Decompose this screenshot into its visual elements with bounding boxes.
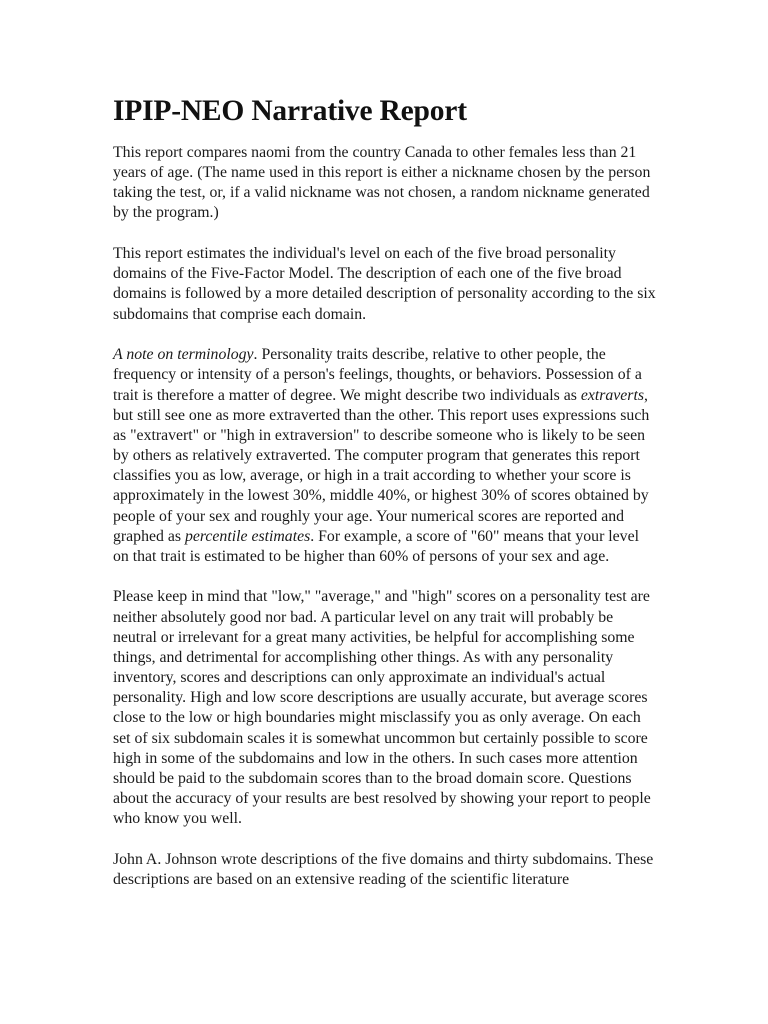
extraverts-term: extraverts [580, 386, 644, 404]
scores-caveat-paragraph: Please keep in mind that "low," "average," and "high" scores on a personality test are neither absolutely good nor bad. A particular level on any trait will probably be neutral or irrelevant for a great many activities, be helpful for accomplishing some things, and detrimental for accomplishing other things. As with any personality inventory, scores and descriptions can only approximate an individual's actual personality. High and low score descriptions are usually accurate, but average scores close to the low or high boundaries might misclassify you as only average. On each set of six subdomain scales it is somewhat uncommon but certainly possible to score high in some of the subdomains and low in the others. In such cases more attention should be paid to the subdomain scores than to the broad domain score. Questions about the accuracy of your results are best resolved by showing your report to people who know you well. [113, 588, 651, 828]
terminology-paragraph [113, 345, 658, 567]
terminology-lead-in: A note on terminology [113, 346, 254, 364]
terminology-text-3: . For example, a score of "60" means that your level on that trait is estimated to be higher than 60% of persons of your sex and age. [113, 527, 639, 565]
page-title: IPIP-NEO Narrative Report [113, 95, 467, 127]
intro-paragraph: This report compares naomi from the country Canada to other females less than 21 years of age. (The name used in this report is either a nickname chosen by the person taking the test, or, if a valid nickname was not chosen, a random nickname generated by the program.) [113, 144, 651, 222]
terminology-text-2: , but still see one as more extraverted than the other. This report uses expressions such as "extravert" or "high in extraversion" to describe someone who is likely to be seen by others as relatively extraverted. The computer program that generates this report classifies you as low, average, or high in a trait according to whether your score is approximately in the lowest 30%, middle 40%, or highest 30% of scores obtained by people of your sex and roughly your age. Your numerical scores are reported and graphed as [113, 386, 650, 545]
report-page [113, 88, 658, 911]
author-paragraph: John A. Johnson wrote descriptions of the five domains and thirty subdomains. These descriptions are based on an extensive reading of the scientific literature [113, 850, 654, 888]
terminology-text-1: . Personality traits describe, relative to other people, the frequency or intensity of a person's feelings, thoughts, or behaviors. Possession of a trait is therefore a matter of degree. We might describe two individuals as [113, 346, 642, 404]
domains-paragraph: This report estimates the individual's level on each of the five broad personality domains of the Five-Factor Model. The description of each one of the five broad domains is followed by a more detailed description of personality according to the six subdomains that comprise each domain. [113, 245, 656, 323]
percentile-estimates-term: percentile estimates [184, 527, 311, 545]
